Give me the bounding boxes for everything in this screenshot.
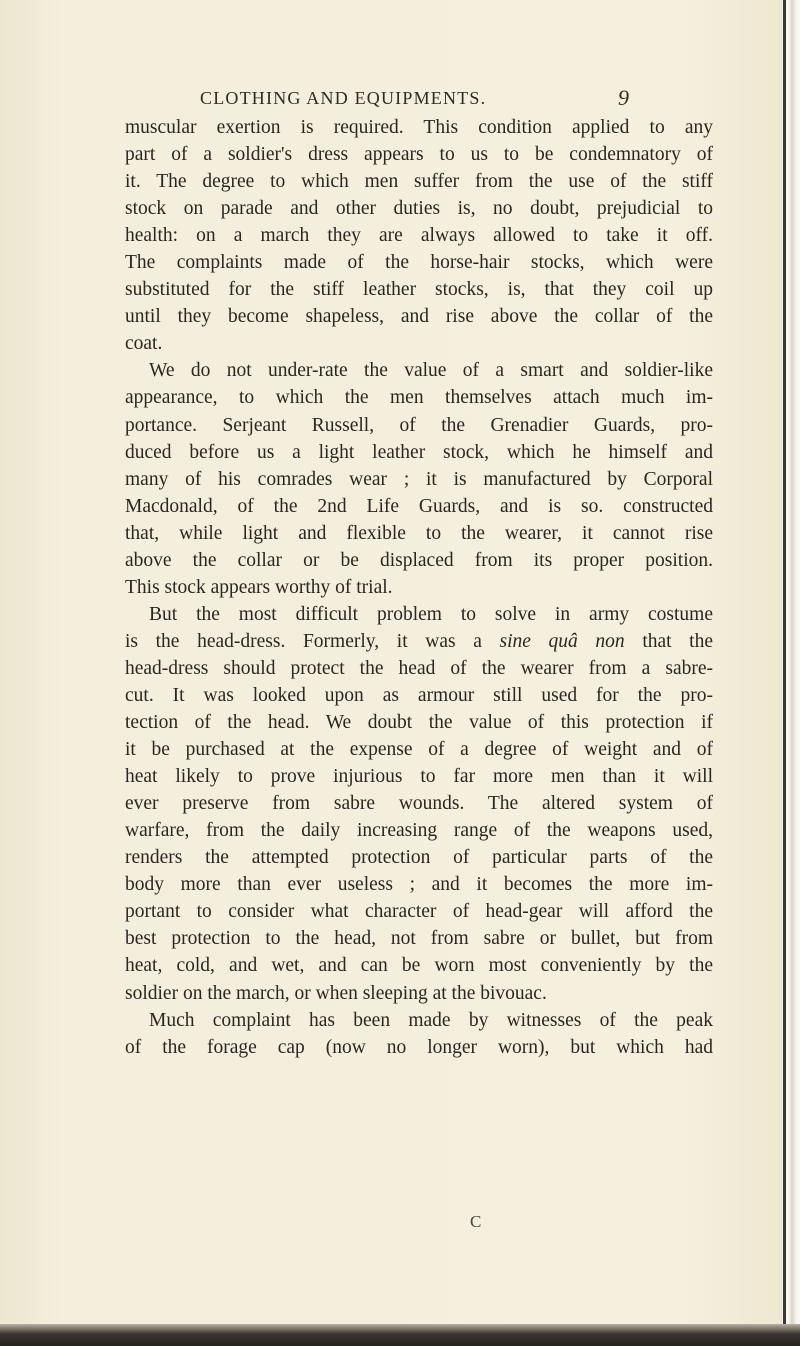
text-line: appearance, to which the men themselves attach much im- bbox=[125, 387, 713, 409]
text-line: part of a soldier's dress appears to us to be condemnatory of bbox=[125, 144, 713, 166]
text-line: soldier on the march, or when sleeping at the bivouac. bbox=[125, 982, 547, 1004]
signature-line bbox=[0, 1212, 800, 1240]
text-line: substituted for the stiff leather stocks, is, that they coil up bbox=[125, 279, 713, 301]
scan-shadow bbox=[0, 1324, 800, 1346]
paragraph-start: Much complaint has been made by witnesses of the peak bbox=[149, 1009, 713, 1031]
text-line: stock on parade and other duties is, no doubt, prejudicial to bbox=[125, 198, 713, 220]
text-line: ever preserve from sabre wounds. The altered system of bbox=[125, 793, 713, 815]
paragraph-start: We do not under-rate the value of a smart and soldier-like bbox=[149, 360, 713, 382]
text-line: of the forage cap (now no longer worn), but which had bbox=[125, 1036, 713, 1058]
text-line: heat likely to prove injurious to far more men than it will bbox=[125, 766, 713, 788]
text-line: health: on a march they are always allowed to take it off. bbox=[125, 225, 713, 247]
italic-phrase: sine quâ non bbox=[499, 630, 625, 652]
text-line: above the collar or be displaced from its proper position. bbox=[125, 549, 713, 571]
text-line: heat, cold, and wet, and can be worn most conveniently by the bbox=[125, 955, 713, 977]
text-line: cut. It was looked upon as armour still used for the pro- bbox=[125, 684, 713, 706]
text-line: warfare, from the daily increasing range of the weapons used, bbox=[125, 820, 713, 842]
text-line: duced before us a light leather stock, which he himself and bbox=[125, 441, 713, 463]
text-line: tection of the head. We doubt the value of this protection if bbox=[125, 712, 713, 734]
page-number: 9 bbox=[618, 85, 629, 110]
paragraph-start: But the most difficult problem to solve in army costume bbox=[149, 603, 713, 625]
text-line: portance. Serjeant Russell, of the Grenadier Guards, pro- bbox=[125, 414, 713, 436]
text-line: until they become shapeless, and rise above the collar of the bbox=[125, 306, 713, 328]
page-header bbox=[0, 85, 800, 114]
text-line: The complaints made of the horse-hair stocks, which were bbox=[125, 252, 713, 274]
text-line: body more than ever useless ; and it becomes the more im- bbox=[125, 874, 713, 896]
text-line: Macdonald, of the 2nd Life Guards, and is so. constructed bbox=[125, 495, 713, 517]
text-line: it. The degree to which men suffer from the use of the stiff bbox=[125, 171, 713, 193]
text-line: head-dress should protect the head of the wearer from a sabre- bbox=[125, 657, 713, 679]
signature-mark: C bbox=[470, 1212, 482, 1231]
binding-shadow bbox=[783, 0, 786, 1346]
text-segment: that the bbox=[642, 630, 714, 652]
text-line: that, while light and flexible to the wearer, it cannot rise bbox=[125, 522, 713, 544]
text-line: it be purchased at the expense of a degree of weight and of bbox=[125, 739, 713, 761]
text-line: This stock appears worthy of trial. bbox=[125, 576, 393, 598]
text-segment: is the head-dress. Formerly, it was a bbox=[125, 630, 482, 652]
text-line: portant to consider what character of head-gear will afford the bbox=[125, 901, 713, 923]
text-line: best protection to the head, not from sabre or bullet, but from bbox=[125, 928, 713, 950]
text-line: muscular exertion is required. This condition applied to any bbox=[125, 117, 713, 138]
text-line: coat. bbox=[125, 333, 163, 355]
text-line: renders the attempted protection of particular parts of the bbox=[125, 847, 713, 869]
text-line: many of his comrades wear ; it is manufactured by Corporal bbox=[125, 468, 713, 490]
body-text bbox=[125, 114, 713, 1061]
running-head: CLOTHING AND EQUIPMENTS. bbox=[200, 88, 487, 108]
text-line-with-italic bbox=[125, 628, 713, 655]
